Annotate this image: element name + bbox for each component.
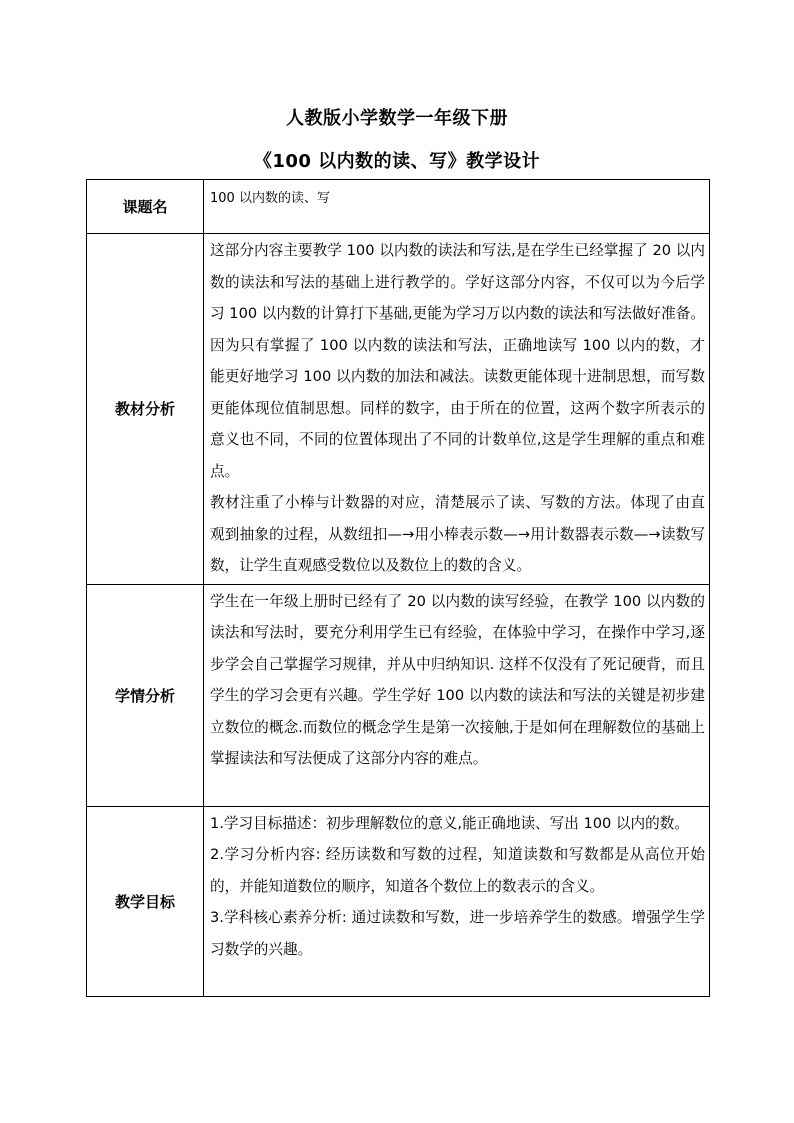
row-label-topic: 课题名 [87, 180, 204, 234]
paragraph: 3.学科核心素养分析: 通过读数和写数，进一步培养学生的数感。增强学生学习数学的兴趣。 [210, 909, 705, 958]
document-subtitle: 《100 以内数的读、写》教学设计 [253, 151, 541, 172]
paragraph: 100 以内数的读、写 [210, 191, 330, 206]
table-row [87, 584, 710, 806]
paragraph: 1.学习目标描述：初步理解数位的意义,能正确地读、写出 100 以内的数。 [210, 814, 689, 832]
row-content-teaching-goals [204, 806, 710, 996]
paragraph: 学生在一年级上册时已经有了 20 以内数的读写经验，在教学 100 以内数的读法和写法时，要充分利用学生已有经验，在体验中学习，在操作中学习,逐步学会自己掌握学习规律，并从中归纳知识. 这样不仅没有了死记硬背，而且学生的学习会更有兴趣。学生学好 100 以内数的读法和写法的关键是初步建立数位的概念.而数位的概念学生是第一次接触,于是如何在理解数位的基础上掌握读法和写法便成了这部分内容的难点。 [210, 592, 705, 767]
row-label-teaching-goals: 教学目标 [87, 806, 204, 996]
paragraph: 这部分内容主要教学 100 以内数的读法和写法,是在学生已经掌握了 20 以内数的读法和写法的基础上进行教学的。学好这部分内容，不仅可以为今后学习 100 以内数的计算打下基础,更能为学习万以内数的读法和写法做好准备。因为只有掌握了 100 以内数的读法和写法，正确地读写 100 以内的数，才能更好地学习 100 以内数的加法和减法。读数更能体现十进制思想，而写数更能体现位值制思想。同样的数字，由于所在的位置，这两个数字所表示的意义也不同，不同的位置体现出了不同的计数单位,这是学生理解的重点和难点。 [210, 242, 705, 480]
table-row [87, 180, 710, 234]
row-content-topic [204, 180, 710, 234]
row-label-material-analysis: 教材分析 [87, 234, 204, 585]
table-row [87, 234, 710, 585]
row-content-material-analysis [204, 234, 710, 585]
row-label-learner-analysis: 学情分析 [87, 584, 204, 806]
paragraph: 教材注重了小棒与计数器的对应，清楚展示了读、写数的方法。体现了由直观到抽象的过程，从数纽扣—→用小棒表示数—→用计数器表示数—→读数写数，让学生直观感受数位以及数位上的数的含义。 [210, 494, 705, 574]
lesson-plan-table [86, 179, 710, 997]
paragraph: 2.学习分析内容: 经历读数和写数的过程，知道读数和写数都是从高位开始的，并能知道数位的顺序，知道各个数位上的数表示的含义。 [210, 846, 705, 895]
row-content-learner-analysis [204, 584, 710, 806]
table-row [87, 806, 710, 996]
document-title: 人教版小学数学一年级下册 [286, 108, 508, 129]
